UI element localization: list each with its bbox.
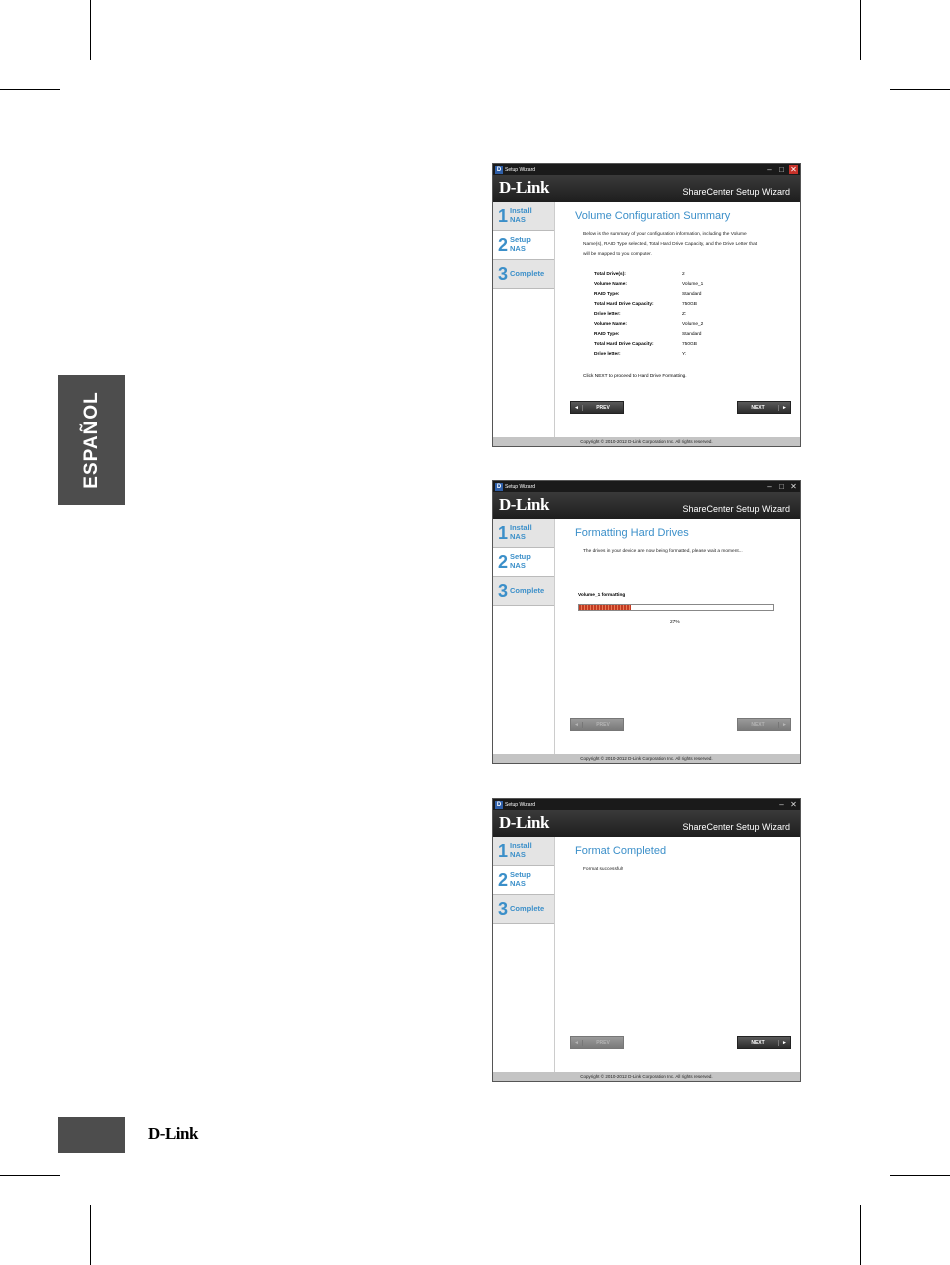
close-icon[interactable]: ✕ — [790, 482, 797, 491]
step-complete — [493, 260, 554, 289]
progress-percent: 27% — [670, 620, 680, 625]
prev-label: PREV — [596, 1039, 610, 1046]
crop-mark — [90, 0, 91, 60]
minimize-icon[interactable]: – — [767, 482, 772, 491]
summary-key: Drive letter: — [594, 352, 621, 357]
summary-value: Z: — [682, 312, 687, 317]
setup-wizard-window-complete — [492, 798, 801, 1082]
step-label: Install NAS — [510, 841, 532, 859]
minimize-icon[interactable]: – — [767, 165, 772, 174]
crop-mark — [860, 0, 861, 60]
next-label: NEXT — [751, 404, 765, 411]
copyright-bar: Copyright © 2010-2012 D-Link Corporation Inc. All rights reserved. — [493, 754, 800, 763]
next-label: NEXT — [751, 721, 765, 728]
language-side-tab — [58, 375, 125, 505]
step-label: Setup NAS — [510, 552, 531, 570]
summary-row — [594, 332, 703, 342]
summary-key: Total Hard Drive Capacity: — [594, 302, 654, 307]
window-title: Setup Wizard — [505, 166, 536, 173]
close-icon[interactable]: ✕ — [790, 800, 797, 809]
window-controls — [765, 165, 798, 174]
step-sidebar — [493, 837, 555, 1072]
summary-row — [594, 272, 703, 282]
step-install-nas — [493, 519, 554, 548]
summary-value: 2 — [682, 272, 685, 277]
title-bar — [493, 799, 800, 810]
crop-mark — [860, 1205, 861, 1265]
window-controls — [765, 482, 798, 491]
summary-key: Volume Name: — [594, 322, 627, 327]
summary-value: Standard — [682, 332, 702, 337]
maximize-icon[interactable]: □ — [779, 165, 784, 174]
page-description: The drives in your device are now being formatted, please wait a moment... — [583, 549, 743, 554]
step-sidebar — [493, 202, 555, 437]
summary-row — [594, 292, 703, 302]
window-title: Setup Wizard — [505, 801, 536, 808]
step-number: 2 — [498, 552, 509, 572]
setup-wizard-window-formatting — [492, 480, 801, 764]
crop-mark — [90, 1205, 91, 1265]
step-complete — [493, 577, 554, 606]
arrow-left-icon: ◄ — [571, 722, 583, 728]
page-title: Format Completed — [575, 845, 667, 857]
step-number: 1 — [498, 206, 509, 226]
minimize-icon[interactable]: – — [779, 800, 784, 809]
prev-label: PREV — [596, 404, 610, 411]
next-label: NEXT — [751, 1039, 765, 1046]
step-number: 3 — [498, 581, 509, 601]
maximize-icon[interactable]: □ — [779, 482, 784, 491]
summary-key: RAID Type: — [594, 292, 620, 297]
arrow-left-icon: ◄ — [571, 1040, 583, 1046]
step-label: Complete — [510, 585, 545, 595]
language-label: ESPAÑOL — [80, 391, 102, 489]
window-title: Setup Wizard — [505, 483, 536, 490]
summary-row — [594, 302, 703, 312]
step-complete — [493, 895, 554, 924]
step-install-nas — [493, 202, 554, 231]
step-label: Complete — [510, 268, 545, 278]
next-button[interactable] — [737, 401, 791, 414]
step-setup-nas — [493, 548, 554, 577]
copyright-bar: Copyright © 2010-2012 D-Link Corporation Inc. All rights reserved. — [493, 1072, 800, 1081]
content-panel — [555, 837, 800, 1072]
next-button[interactable] — [737, 718, 791, 731]
close-icon[interactable]: ✕ — [790, 165, 797, 174]
summary-key: Volume Name: — [594, 282, 627, 287]
crop-mark — [890, 1175, 950, 1176]
format-result-message: Format successful! — [583, 867, 624, 872]
brand-logo: D-Link — [499, 178, 549, 197]
content-panel — [555, 202, 800, 437]
step-setup-nas — [493, 231, 554, 260]
page-number-box — [58, 1117, 125, 1153]
banner-title: ShareCenter Setup Wizard — [682, 187, 790, 197]
progress-fill — [579, 605, 631, 610]
summary-value: Volume_1 — [682, 282, 704, 287]
page-title: Formatting Hard Drives — [575, 527, 689, 539]
banner — [493, 810, 800, 837]
prev-button[interactable] — [570, 1036, 624, 1049]
step-number: 3 — [498, 899, 509, 919]
step-sidebar — [493, 519, 555, 754]
crop-mark — [890, 89, 950, 90]
next-button[interactable] — [737, 1036, 791, 1049]
page-title: Volume Configuration Summary — [575, 210, 731, 222]
step-label: Setup NAS — [510, 235, 531, 253]
summary-key: Total Drive(s): — [594, 272, 626, 277]
format-status-label: Volume_1 formatting — [578, 593, 626, 598]
arrow-left-icon: ◄ — [571, 405, 583, 411]
summary-table — [594, 272, 703, 362]
crop-mark — [0, 1175, 60, 1176]
brand-logo: D-Link — [499, 495, 549, 514]
title-bar — [493, 164, 800, 175]
copyright-bar: Copyright © 2010-2012 D-Link Corporation Inc. All rights reserved. — [493, 437, 800, 446]
app-icon: D — [496, 166, 502, 173]
step-number: 3 — [498, 264, 509, 284]
prev-label: PREV — [596, 721, 610, 728]
page-description: Below is the summary of your configuration information, including the Volume Name(s), RAID Type selected, Total Hard Drive Capacity, and the Drive Letter that will be mapped to you computer. — [583, 232, 758, 257]
summary-row — [594, 342, 703, 352]
step-label: Install NAS — [510, 206, 532, 224]
step-number: 1 — [498, 523, 509, 543]
wizard-body — [493, 837, 800, 1072]
wizard-body — [493, 202, 800, 437]
window-controls — [777, 800, 798, 809]
summary-value: Volume_2 — [682, 322, 704, 327]
wizard-body — [493, 519, 800, 754]
title-bar — [493, 481, 800, 492]
content-panel — [555, 519, 800, 754]
step-install-nas — [493, 837, 554, 866]
app-icon: D — [496, 483, 502, 490]
summary-row — [594, 352, 703, 362]
crop-mark — [0, 89, 60, 90]
brand-logo: D-Link — [499, 813, 549, 832]
banner-title: ShareCenter Setup Wizard — [682, 822, 790, 832]
format-progress-bar — [578, 604, 774, 611]
summary-value: Y: — [682, 352, 687, 357]
prev-button[interactable] — [570, 718, 624, 731]
prev-button[interactable] — [570, 401, 624, 414]
summary-key: Total Hard Drive Capacity: — [594, 342, 654, 347]
summary-value: Standard — [682, 292, 702, 297]
step-number: 2 — [498, 870, 509, 890]
summary-value: 750GB — [682, 342, 697, 347]
step-number: 2 — [498, 235, 509, 255]
step-setup-nas — [493, 866, 554, 895]
summary-row — [594, 322, 703, 332]
arrow-right-icon: ► — [778, 722, 790, 728]
banner — [493, 175, 800, 202]
summary-value: 750GB — [682, 302, 697, 307]
footer-logo: D-Link — [148, 1124, 198, 1143]
step-number: 1 — [498, 841, 509, 861]
banner-title: ShareCenter Setup Wizard — [682, 504, 790, 514]
summary-row — [594, 312, 703, 322]
next-instruction: Click NEXT to proceed to Hard Drive Formatting. — [583, 374, 687, 379]
arrow-right-icon: ► — [778, 1040, 790, 1046]
arrow-right-icon: ► — [778, 405, 790, 411]
summary-row — [594, 282, 703, 292]
step-label: Setup NAS — [510, 870, 531, 888]
step-label: Complete — [510, 903, 545, 913]
setup-wizard-window-summary — [492, 163, 801, 447]
summary-key: Drive letter: — [594, 312, 621, 317]
app-icon: D — [496, 801, 502, 808]
banner — [493, 492, 800, 519]
summary-key: RAID Type: — [594, 332, 620, 337]
step-label: Install NAS — [510, 523, 532, 541]
